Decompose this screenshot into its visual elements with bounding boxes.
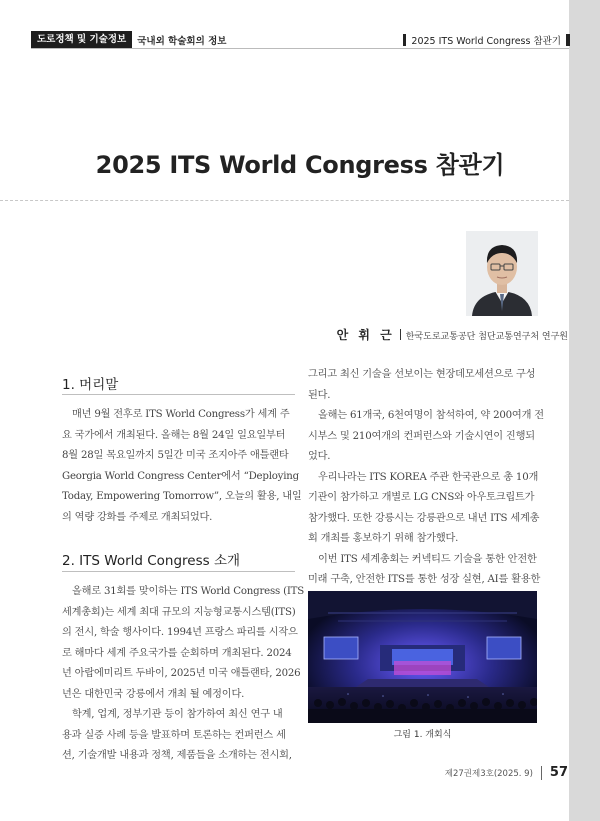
text-line: 용과 실증 사례 등을 발표하며 토론하는 컨퍼런스 세 xyxy=(62,729,286,741)
byline-separator xyxy=(400,329,401,340)
text-line: 년은 대한민국 강릉에서 개최 될 예정이다. xyxy=(62,688,245,700)
author-byline xyxy=(337,326,568,343)
text-line: 년 아랍에미리트 두바이, 2025년 미국 애틀랜타, 2026 xyxy=(62,668,301,679)
text-line: 그리고 최신 기술을 선보이는 현장데모세션으로 구성 xyxy=(308,369,536,380)
running-header-left xyxy=(31,31,226,49)
text-line: 시부스 및 210여개의 컨퍼런스와 기술시연이 진행되 xyxy=(308,430,535,442)
text-line: Today, Empowering Tomorrow”, 오늘의 활용, 내일 xyxy=(62,491,302,502)
page-number: 57 xyxy=(549,765,568,780)
section-1-body xyxy=(62,405,302,528)
section-heading-1: 1. 머리말 xyxy=(62,377,119,393)
author-portrait xyxy=(466,231,538,316)
text-line: 로 해마다 세계 주요국가를 순회하며 개최된다. 2024 xyxy=(62,647,292,659)
section-tag: 도로정책 및 기술정보 xyxy=(31,31,132,49)
author-name: 안 휘 근 xyxy=(336,328,395,342)
header-rule xyxy=(31,48,569,49)
header-tail-mark xyxy=(566,34,570,46)
text-line: 요 국가에서 개최된다. 올해는 8월 24일 일요일부터 xyxy=(62,429,286,441)
text-line: 세계총회)는 세계 최대 규모의 지능형교통시스템(ITS) xyxy=(62,606,296,618)
author-affiliation: 한국도로교통공단 첨단교통연구처 연구원 xyxy=(405,332,568,342)
issue-info: 제27권제3호(2025. 9) xyxy=(444,768,533,779)
title-divider xyxy=(0,200,569,202)
text-line: 기관이 참가하고 개별로 LG CNS와 아우토크립트가 xyxy=(308,492,535,503)
page-footer xyxy=(445,765,568,780)
right-column-body xyxy=(308,365,544,611)
section-heading-2: 2. ITS World Congress 소개 xyxy=(62,553,241,569)
section-heading-rule-2 xyxy=(62,571,295,572)
text-line: 이번 ITS 세계총회는 커넥티드 기술을 통한 안전한 xyxy=(318,553,537,565)
opening-ceremony-photo xyxy=(308,591,537,723)
text-line: 미래 구축, 안전한 ITS를 통한 성장 실현, AI를 활용한 xyxy=(308,574,541,585)
text-line: 우리나라는 ITS KOREA 주관 한국관으로 총 10개 xyxy=(318,471,539,483)
text-line: 참가했다. 또한 강릉시는 강릉관으로 내년 ITS 세계총 xyxy=(308,512,540,524)
text-line: 었다. xyxy=(308,451,331,462)
running-header-right xyxy=(403,32,570,48)
text-line: 의 역량 강화를 주제로 개최되었다. xyxy=(62,511,213,523)
text-line: 8월 28일 목요일까지 5일간 미국 조지아주 애틀랜타 xyxy=(62,450,289,461)
section-heading-rule-1 xyxy=(62,394,295,395)
figure-caption: 그림 1. 개회식 xyxy=(393,730,452,740)
subsection-label: 국내외 학술회의 정보 xyxy=(137,36,227,47)
text-line: 의 전시, 학술 행사이다. 1994년 프랑스 파리를 시작으 xyxy=(62,627,298,638)
section-2-body xyxy=(62,582,305,767)
text-line: 올해로 31회를 맞이하는 ITS World Congress (ITS xyxy=(72,586,305,597)
text-line: 학계, 업계, 정부기관 등이 참가하여 최신 연구 내 xyxy=(72,709,283,720)
text-line: 회 개최를 홍보하기 위해 참가했다. xyxy=(308,533,459,544)
header-bar-mark xyxy=(403,34,406,46)
text-line: Georgia World Congress Center에서 “Deploying xyxy=(62,470,299,482)
text-line: 올해는 61개국, 6천여명이 참석하여, 약 200여개 전 xyxy=(318,410,544,421)
text-line: 션, 기술개발 내용과 정책, 제품들을 소개하는 전시회, xyxy=(62,750,292,761)
running-title: 2025 ITS World Congress 참관기 xyxy=(411,36,561,47)
text-line: 매년 9월 전후로 ITS World Congress가 세계 주 xyxy=(72,409,290,420)
side-margin-strip xyxy=(569,0,600,821)
text-line: 된다. xyxy=(308,389,331,401)
article-title: 2025 ITS World Congress 참관기 xyxy=(95,151,505,179)
footer-separator xyxy=(541,766,542,780)
